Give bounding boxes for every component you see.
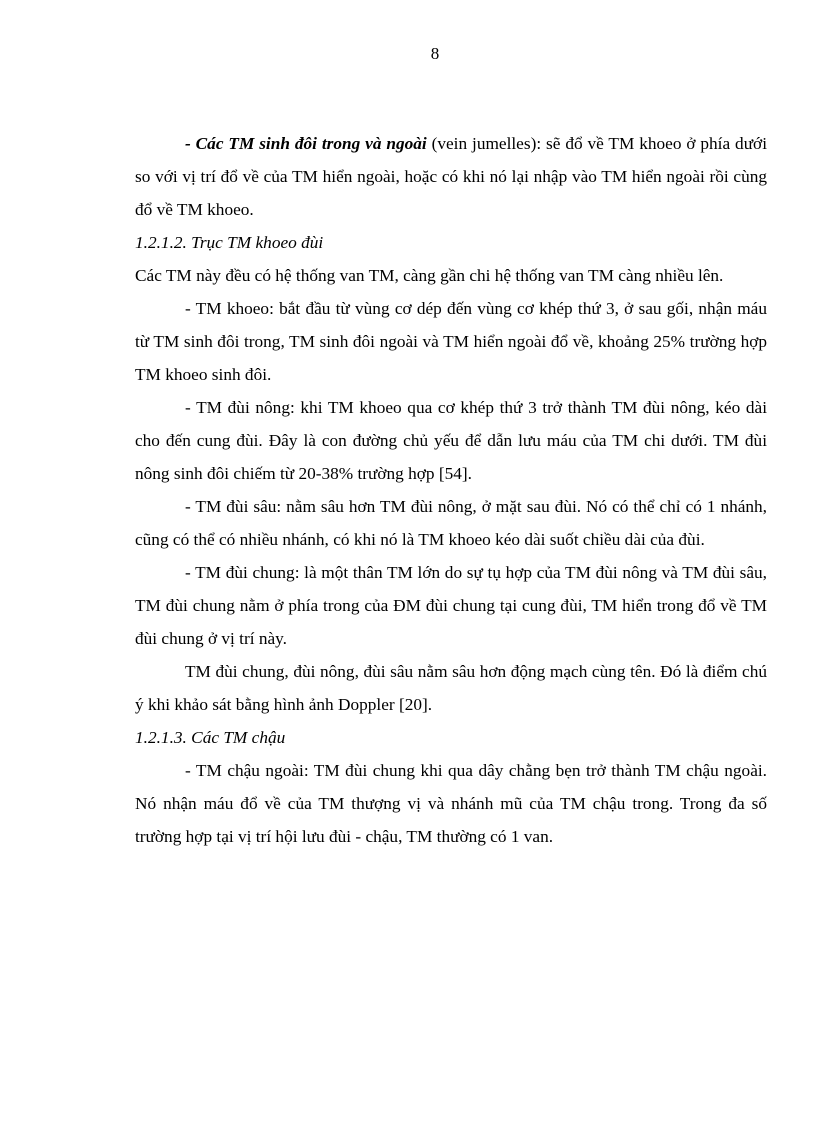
paragraph-doppler-note: TM đùi chung, đùi nông, đùi sâu nằm sâu hơn động mạch cùng tên. Đó là điểm chú ý khi khảo sát bằng hình ảnh Doppler [20]. [135,662,767,714]
section-heading-popliteal-femoral: 1.2.1.2. Trục TM khoeo đùi [135,233,324,252]
paragraph-superficial-femoral-vein: - TM đùi nông: khi TM khoeo qua cơ khép thứ 3 trở thành TM đùi nông, kéo dài cho đến cung đùi. Đây là con đường chủ yếu để dẫn lưu máu của TM chi dưới. TM đùi nông sinh đôi chiếm từ 20-38% trường hợp [54]. [135,398,767,483]
paragraph-external-iliac-vein: - TM chậu ngoài: TM đùi chung khi qua dây chằng bẹn trở thành TM chậu ngoài. Nó nhận máu đổ về của TM thượng vị và nhánh mũ của TM chậu trong. Trong đa số trường hợp tại vị trí hội lưu đùi - chậu, TM thường có 1 van. [135,761,767,846]
page-number: 8 [430,44,440,63]
paragraph-popliteal-vein: - TM khoeo: bắt đầu từ vùng cơ dép đến vùng cơ khép thứ 3, ở sau gối, nhận máu từ TM sinh đôi trong, TM sinh đôi ngoài và TM hiển ngoài đổ về, khoảng 25% trường hợp TM khoeo sinh đôi. [135,299,767,384]
paragraph-vein-jumelles [135,127,767,226]
document-body [135,127,767,853]
paragraph-emphasis: - Các TM sinh đôi trong và ngoài [185,134,427,153]
paragraph-valves: Các TM này đều có hệ thống van TM, càng gần chi hệ thống van TM càng nhiều lên. [135,266,724,285]
section-heading-iliac-veins: 1.2.1.3. Các TM chậu [135,728,286,747]
paragraph-common-femoral-vein: - TM đùi chung: là một thân TM lớn do sự tụ hợp của TM đùi nông và TM đùi sâu, TM đùi chung nằm ở phía trong của ĐM đùi chung tại cung đùi, TM hiển trong đổ về TM đùi chung ở vị trí này. [135,563,767,648]
paragraph-text: (vein jumelles): sẽ đổ về TM khoeo ở phía dưới so với vị trí đổ về của TM hiển ngoài, hoặc có khi nó lại nhập vào TM hiển ngoài rồi cùng đổ về TM khoeo. [135,134,767,219]
paragraph-deep-femoral-vein: - TM đùi sâu: nằm sâu hơn TM đùi nông, ở mặt sau đùi. Nó có thể chỉ có 1 nhánh, cũng có thể có nhiều nhánh, có khi nó là TM khoeo kéo dài suốt chiều dài của đùi. [135,497,767,549]
